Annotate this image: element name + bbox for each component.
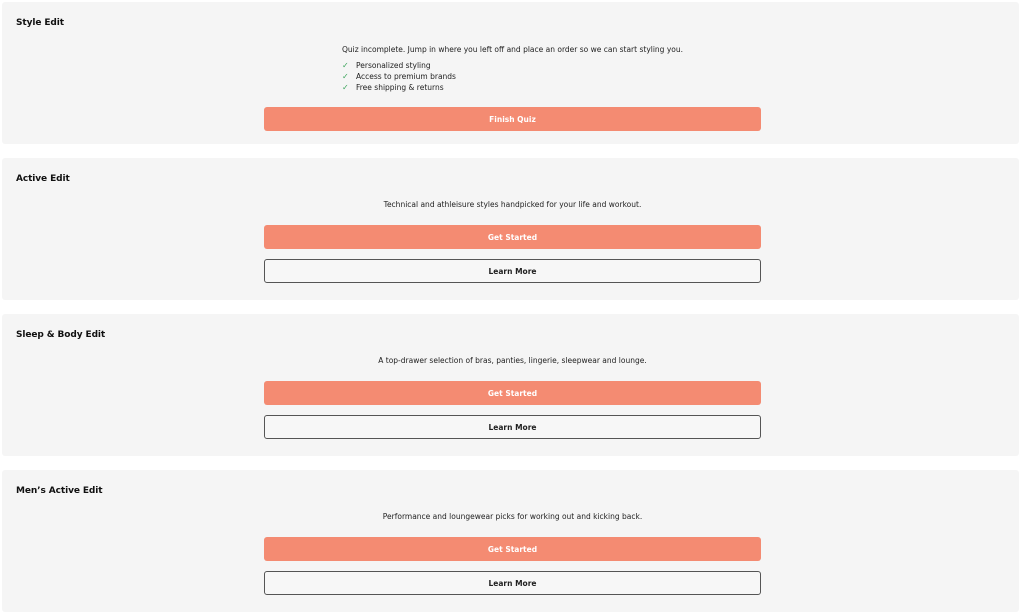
benefit-label: Free shipping & returns — [356, 83, 444, 92]
get-started-button[interactable]: Get Started — [264, 225, 761, 249]
get-started-button[interactable]: Get Started — [264, 537, 761, 561]
sleep-body-edit-card — [2, 314, 1019, 456]
card-title: Style Edit — [16, 18, 64, 28]
finish-quiz-button[interactable]: Finish Quiz — [264, 107, 761, 131]
card-description: A top-drawer selection of bras, panties, lingerie, sleepwear and lounge. — [378, 356, 647, 365]
learn-more-button[interactable]: Learn More — [264, 571, 761, 595]
benefit-label: Access to premium brands — [356, 72, 456, 81]
card-title: Active Edit — [16, 174, 70, 184]
check-icon: ✓ — [342, 83, 349, 92]
benefit-item — [342, 82, 456, 93]
get-started-button[interactable]: Get Started — [264, 381, 761, 405]
benefit-label: Personalized styling — [356, 61, 431, 70]
benefits-list — [342, 60, 456, 93]
learn-more-button[interactable]: Learn More — [264, 259, 761, 283]
benefit-item — [342, 71, 456, 82]
check-icon: ✓ — [342, 61, 349, 70]
active-edit-card — [2, 158, 1019, 300]
card-title: Sleep & Body Edit — [16, 330, 106, 340]
card-description: Performance and loungewear picks for working out and kicking back. — [382, 512, 643, 521]
mens-active-edit-card — [2, 470, 1019, 612]
benefit-item — [342, 60, 456, 71]
learn-more-button[interactable]: Learn More — [264, 415, 761, 439]
check-icon: ✓ — [342, 72, 349, 81]
card-title: Men’s Active Edit — [16, 486, 103, 496]
card-description: Technical and athleisure styles handpicked for your life and workout. — [383, 200, 642, 209]
card-description: Quiz incomplete. Jump in where you left off and place an order so we can start styling you. — [341, 45, 683, 54]
style-edit-card — [2, 2, 1019, 144]
